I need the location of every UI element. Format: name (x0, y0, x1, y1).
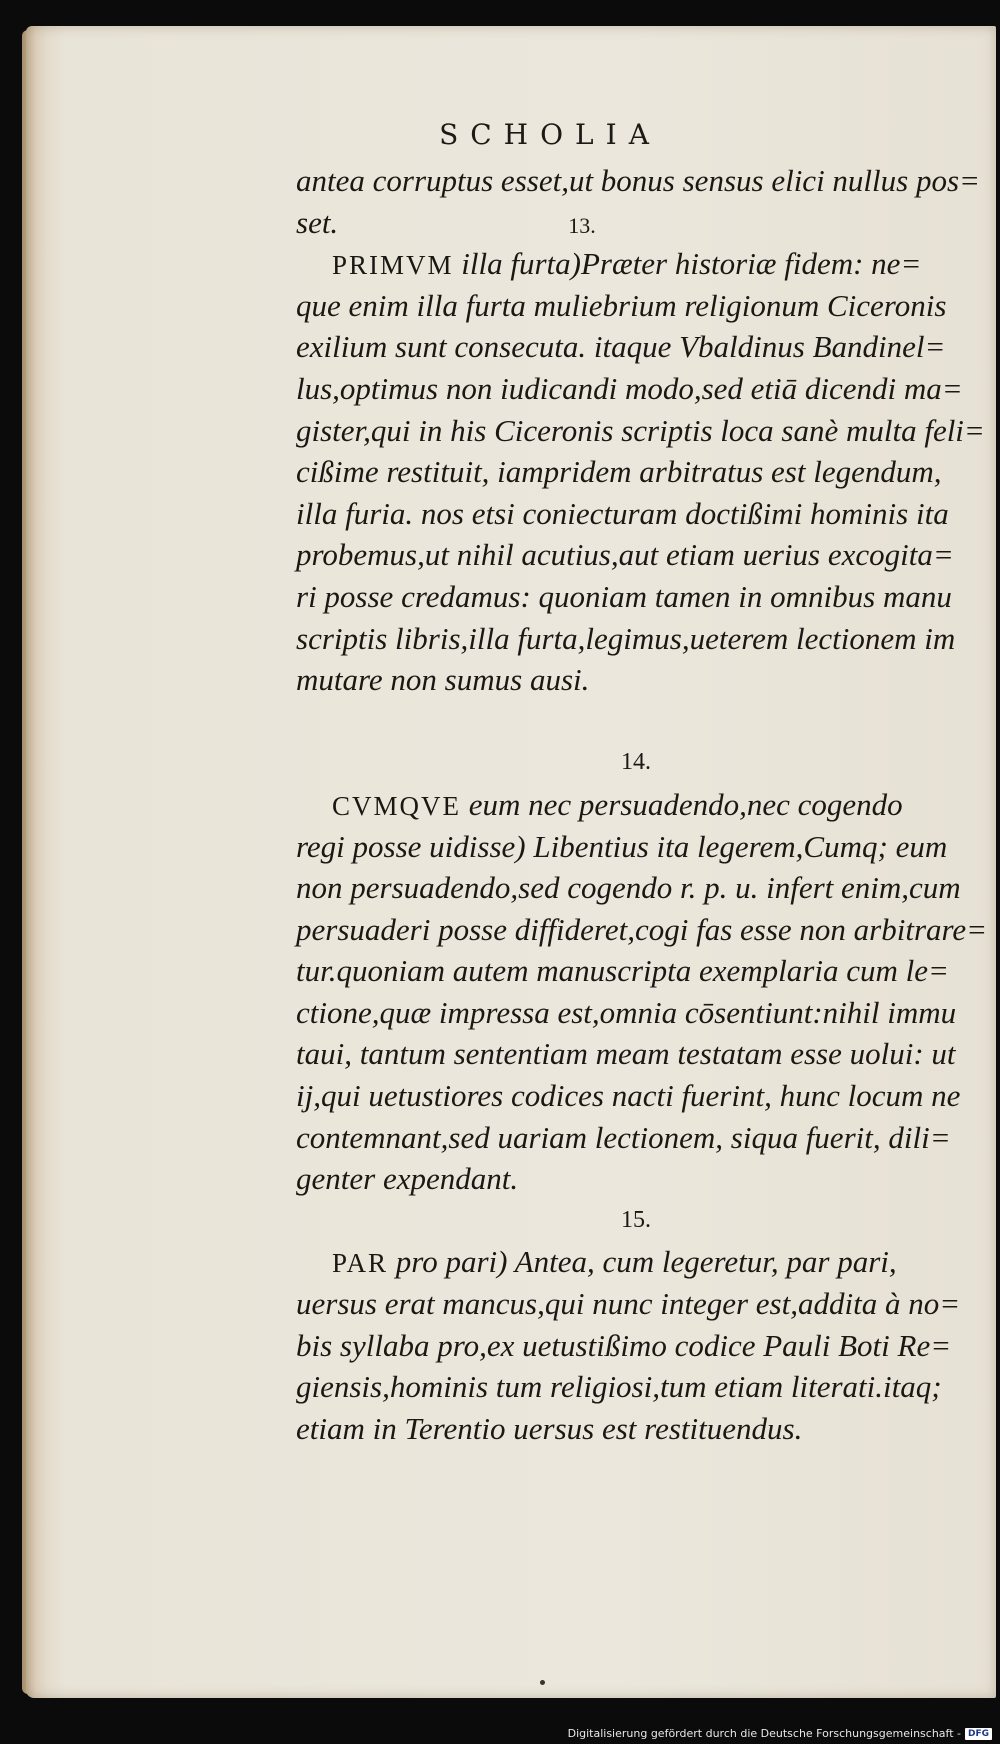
text-line: ri posse credamus: quoniam tamen in omnibus manu (296, 578, 952, 614)
text-line: probemus,ut nihil acutius,aut etiam uerius excogita= (296, 537, 954, 573)
text-line: exilium sunt consecuta. itaque Vbaldinus Bandinel= (296, 329, 946, 365)
page-mark (540, 1680, 545, 1685)
text-line: contemnant,sed uariam lectionem, siqua fuerit, dili= (296, 1119, 951, 1155)
text-line (296, 701, 936, 743)
text-line: uersus erat mancus,qui nunc integer est,addita à no= (296, 1286, 961, 1322)
text-line: regi posse uidisse) Libentius ita legerem,Cumq; eum (296, 828, 948, 864)
text-line-part: illa furta)Præter historiæ fidem: ne= (453, 246, 922, 282)
text-line (296, 1241, 936, 1283)
text-line-part: pro pari) Antea, cum legeretur, par pari, (388, 1244, 897, 1280)
text-line: lus,optimus non iudicandi modo,sed etiā dicendi ma= (296, 370, 963, 406)
text-line: non persuadendo,sed cogendo r. p. u. infert enim,cum (296, 870, 961, 906)
text-line: gister,qui in his Ciceronis scriptis loca sanè multa feli= (296, 412, 985, 448)
text-line: cißime restituit, iampridem arbitratus est legendum, (296, 454, 942, 490)
text-line: antea corruptus esset,ut bonus sensus elici nullus pos= (296, 163, 980, 198)
text-line: ctione,quæ impressa est,omnia cōsentiunt:nihil immu (296, 994, 957, 1030)
text-line (296, 202, 936, 244)
text-line (296, 243, 936, 285)
text-line-part: set. (296, 204, 339, 240)
footer-text: Digitalisierung gefördert durch die Deutsche Forschungsgemeinschaft - (567, 1727, 961, 1740)
text-line-part: eum nec persuadendo,nec cogendo (461, 786, 903, 822)
text-line: giensis,hominis tum religiosi,tum etiam literati.itaq; (296, 1369, 942, 1405)
note-number: 14. (621, 749, 651, 776)
text-line: mutare non sumus ausi. (296, 662, 590, 698)
digitization-footer (568, 1727, 992, 1740)
text-line: etiam in Terentio uersus est restituendus. (296, 1410, 803, 1446)
note-number: 13. (568, 212, 596, 238)
text-line: bis syllaba pro,ex uetustißimo codice Pauli Boti Re= (296, 1327, 952, 1363)
scholia-text (296, 160, 988, 1449)
text-line: ij,qui uetustiores codices nacti fuerint, hunc locum ne (296, 1078, 961, 1114)
text-line: tur.quoniam autem manuscripta exemplaria cum le= (296, 953, 949, 989)
dfg-logo-icon[interactable]: DFG (965, 1728, 992, 1740)
text-line (296, 784, 936, 826)
lemma-lead: PRIMVM (332, 250, 454, 281)
text-line: genter expendant. (296, 1161, 519, 1197)
note-number: 15. (621, 1206, 651, 1233)
text-line: illa furia. nos etsi coniecturam doctißimi hominis ita (296, 495, 949, 531)
page-header: SCHOLIA (439, 118, 661, 151)
text-line: que enim illa furta muliebrium religionum Ciceronis (296, 287, 947, 323)
text-line: taui, tantum sententiam meam testatam esse uolui: ut (296, 1036, 956, 1072)
text-line: persuaderi posse diffideret,cogi fas esse non arbitrare= (296, 911, 988, 947)
lemma-lead: PAR (332, 1248, 389, 1279)
text-line: scriptis libris,illa furta,legimus,ueterem lectionem im (296, 620, 956, 656)
lemma-lead: CVMQVE (332, 790, 462, 821)
